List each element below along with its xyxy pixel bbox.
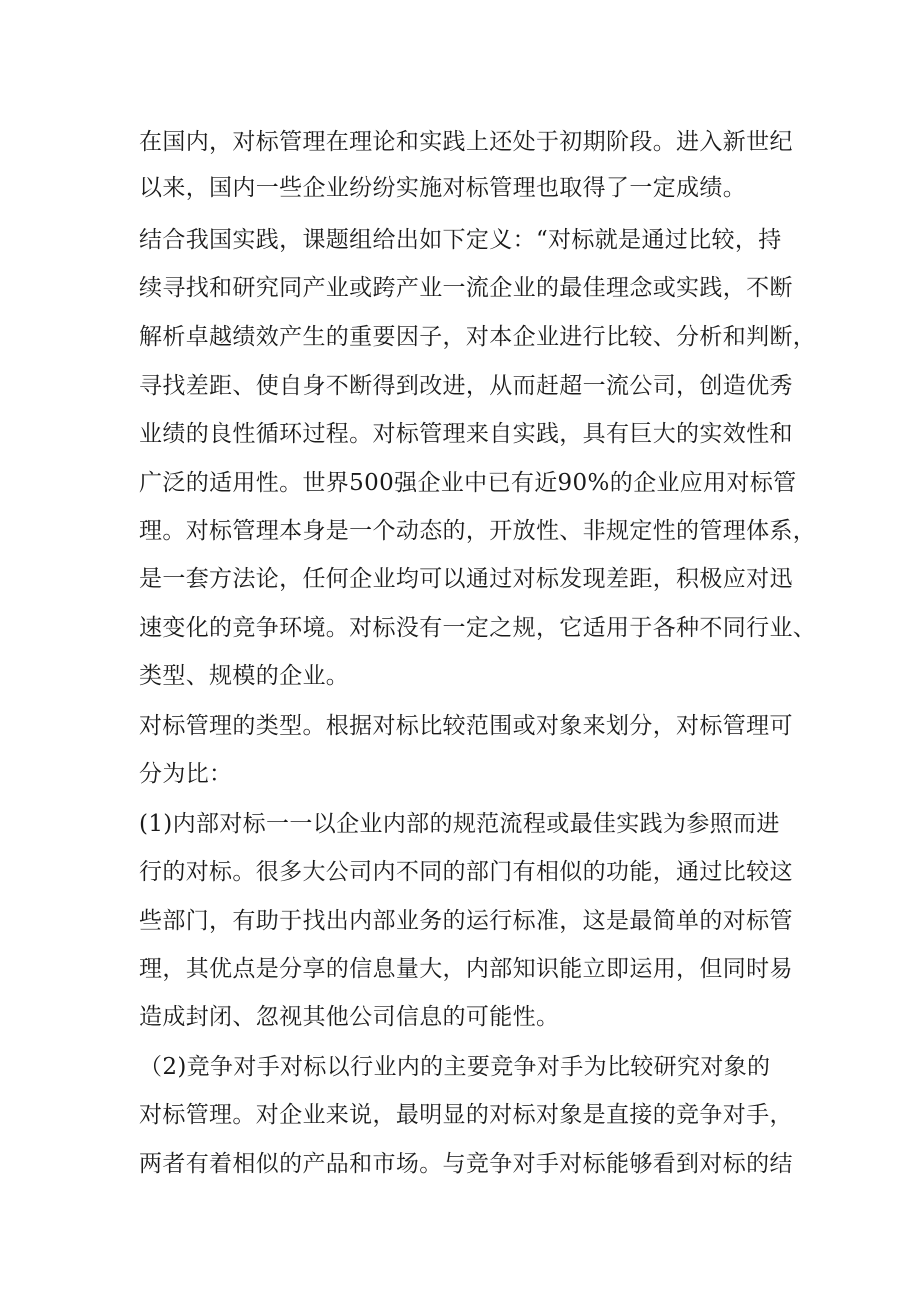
text-line: 寻找差距、使自身不断得到改进，从而赶超一流公司，创造优秀 xyxy=(139,373,793,399)
text-line: 结合我国实践，课题组给出如下定义：“对标就是通过比较，持 xyxy=(139,227,782,253)
text-line: 些部门，有助于找出内部业务的运行标准，这是最简单的对标管 xyxy=(139,908,793,934)
text-line: 两者有着相似的产品和市场。与竞争对手对标能够看到对标的结 xyxy=(139,1151,793,1177)
text-line: 是一套方法论，任何企业均可以通过对标发现差距，积极应对迅 xyxy=(139,566,793,592)
text-line: 行的对标。很多大公司内不同的部门有相似的功能，通过比较这 xyxy=(139,859,793,885)
text-line: 速变化的竞争环境。对标没有一定之规，它适用于各种不同行业、 xyxy=(139,615,817,641)
text-line: 续寻找和研究同产业或跨产业一流企业的最佳理念或实践，不断 xyxy=(139,275,793,301)
text-line: 解析卓越绩效产生的重要因子，对本企业进行比较、分析和判断， xyxy=(139,324,817,350)
text-line: （2)竞争对手对标以行业内的主要竞争对手为比较研究对象的 xyxy=(139,1054,771,1080)
text-line: 以来，国内一些企业纷纷实施对标管理也取得了一定成绩。 xyxy=(139,175,747,201)
text-line: 在国内，对标管理在理论和实践上还处于初期阶段。进入新世纪 xyxy=(139,129,793,155)
text-line: (1)内部对标一一以企业内部的规范流程或最佳实践为参照而进 xyxy=(139,811,780,837)
text-line: 理。对标管理本身是一个动态的，开放性、非规定性的管理体系， xyxy=(139,518,817,544)
text-line: 业绩的良性循环过程。对标管理来自实践，具有巨大的实效性和 xyxy=(139,421,793,447)
text-line: 分为比： xyxy=(139,761,233,787)
text-line: 造成封闭、忽视其他公司信息的可能性。 xyxy=(139,1004,560,1030)
text-line: 对标管理的类型。根据对标比较范围或对象来划分，对标管理可 xyxy=(139,713,793,739)
text-line: 类型、规模的企业。 xyxy=(139,663,350,689)
text-line: 理，其优点是分享的信息量大，内部知识能立即运用，但同时易 xyxy=(139,956,793,982)
text-line: 广泛的适用性。世界500强企业中已有近90%的企业应用对标管 xyxy=(139,470,797,496)
text-line: 对标管理。对企业来说，最明显的对标对象是直接的竞争对手， xyxy=(139,1102,793,1128)
